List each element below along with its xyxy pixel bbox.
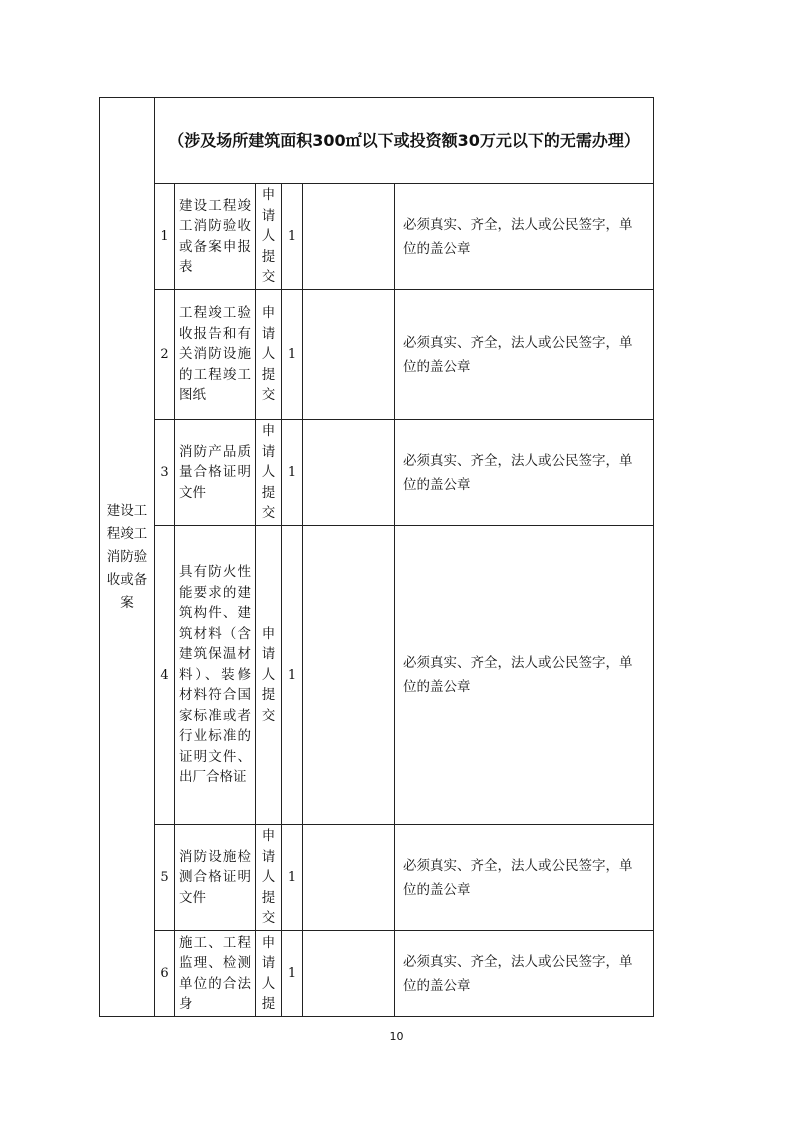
requirement-text: 必须真实、齐全，法人或公民签字，单位的盖公章 <box>395 526 654 825</box>
empty-cell <box>303 420 395 526</box>
page-number: 10 <box>389 1030 404 1043</box>
table-row <box>100 420 654 526</box>
material-name: 工程竣工验收报告和有关消防设施的工程竣工图纸 <box>175 290 256 420</box>
table-row <box>100 825 654 931</box>
material-name: 消防产品质量合格证明文件 <box>175 420 256 526</box>
row-number: 4 <box>155 526 175 825</box>
category-cell <box>100 98 155 1017</box>
table-row <box>100 184 654 290</box>
empty-cell <box>303 526 395 825</box>
empty-cell <box>303 931 395 1017</box>
materials-table <box>99 97 654 1017</box>
exemption-note: （涉及场所建筑面积300㎡以下或投资额30万元以下的无需办理） <box>155 98 654 184</box>
row-number: 1 <box>155 184 175 290</box>
copy-count: 1 <box>282 931 303 1017</box>
material-source: 申请人提交 <box>256 290 282 420</box>
table-row <box>100 526 654 825</box>
category-label: 建设工程竣工消防验收或备案 <box>106 502 148 611</box>
row-number: 6 <box>155 931 175 1017</box>
requirement-text: 必须真实、齐全，法人或公民签字，单位的盖公章 <box>395 290 654 420</box>
material-name: 具有防火性能要求的建筑构件、建筑材料（含建筑保温材料）、装修材料符合国家标准或者行业标准的证明文件、出厂合格证 <box>175 526 256 825</box>
material-name: 建设工程竣工消防验收或备案申报表 <box>175 184 256 290</box>
copy-count: 1 <box>282 526 303 825</box>
empty-cell <box>303 290 395 420</box>
requirement-text: 必须真实、齐全，法人或公民签字，单位的盖公章 <box>395 420 654 526</box>
requirement-text: 必须真实、齐全，法人或公民签字，单位的盖公章 <box>395 825 654 931</box>
row-number: 2 <box>155 290 175 420</box>
material-source: 申请人提交 <box>256 420 282 526</box>
table-row <box>100 290 654 420</box>
material-source: 申请人提交 <box>256 526 282 825</box>
material-source: 申请人提交 <box>256 825 282 931</box>
empty-cell <box>303 184 395 290</box>
material-source: 申请人提 <box>256 931 282 1017</box>
row-number: 3 <box>155 420 175 526</box>
material-name: 施工、工程监理、检测单位的合法身 <box>175 931 256 1017</box>
copy-count: 1 <box>282 290 303 420</box>
requirement-text: 必须真实、齐全，法人或公民签字，单位的盖公章 <box>395 931 654 1017</box>
material-source: 申请人提交 <box>256 184 282 290</box>
material-name: 消防设施检测合格证明文件 <box>175 825 256 931</box>
copy-count: 1 <box>282 420 303 526</box>
table-row <box>100 931 654 1017</box>
row-number: 5 <box>155 825 175 931</box>
empty-cell <box>303 825 395 931</box>
copy-count: 1 <box>282 184 303 290</box>
copy-count: 1 <box>282 825 303 931</box>
requirement-text: 必须真实、齐全，法人或公民签字，单位的盖公章 <box>395 184 654 290</box>
